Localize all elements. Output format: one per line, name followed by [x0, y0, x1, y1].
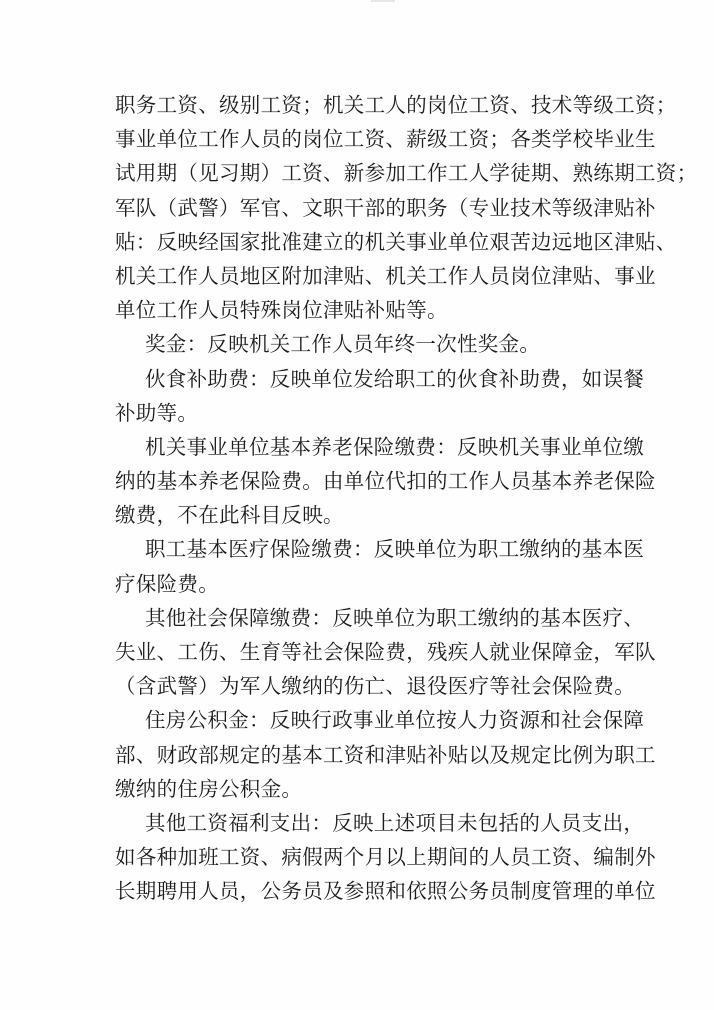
text-line: 纳的基本养老保险费。由单位代扣的工作人员基本养老保险	[115, 469, 656, 494]
text-line: 疗保险费。	[115, 571, 219, 596]
text-line: 长期聘用人员，公务员及参照和依照公务员制度管理的单位	[115, 879, 656, 904]
paragraph-start-line: 奖金：反映机关工作人员年终一次性奖金。	[145, 332, 541, 357]
text-line: 军队（武警）军官、文职干部的职务（专业技术等级津贴补	[115, 195, 656, 220]
text-line: 贴：反映经国家批准建立的机关事业单位艰苦边远地区津贴、	[115, 229, 677, 254]
paragraph-start-line: 机关事业单位基本养老保险缴费：反映机关事业单位缴	[145, 434, 645, 459]
text-line: 部、财政部规定的基本工资和津贴补贴以及规定比例为职工	[115, 742, 656, 767]
text-line: 机关工作人员地区附加津贴、机关工作人员岗位津贴、事业	[115, 263, 656, 288]
paragraph-start-line: 伙食补助费：反映单位发给职工的伙食补助费，如误餐	[145, 366, 645, 391]
paragraph-start-line: 其他工资福利支出：反映上述项目未包括的人员支出，	[145, 810, 645, 835]
body-text	[115, 88, 698, 909]
paragraph-start-line: 其他社会保障缴费：反映单位为职工缴纳的基本医疗、	[145, 605, 645, 630]
text-line: 试用期（见习期）工资、新参加工作工人学徒期、熟练期工资；	[115, 161, 698, 186]
text-line: 缴纳的住房公积金。	[115, 776, 303, 801]
text-line: 单位工作人员特殊岗位津贴补贴等。	[115, 298, 448, 323]
text-line: 补助等。	[115, 400, 199, 425]
paragraph-start-line: 职工基本医疗保险缴费：反映单位为职工缴纳的基本医	[145, 537, 645, 562]
paragraph-start-line: 住房公积金：反映行政事业单位按人力资源和社会保障	[145, 708, 645, 733]
text-line: 职务工资、级别工资；机关工人的岗位工资、技术等级工资；	[115, 93, 677, 117]
text-line: 失业、工伤、生育等社会保险费，残疾人就业保障金，军队	[115, 640, 656, 664]
text-line: （含武警）为军人缴纳的伤亡、退役医疗等社会保险费。	[115, 674, 635, 699]
text-line: 如各种加班工资、病假两个月以上期间的人员工资、编制外	[115, 845, 656, 870]
text-line: 事业单位工作人员的岗位工资、薪级工资；各类学校毕业生	[115, 127, 656, 152]
text-line: 缴费，不在此科目反映。	[115, 503, 344, 528]
scan-mark	[371, 0, 395, 2]
